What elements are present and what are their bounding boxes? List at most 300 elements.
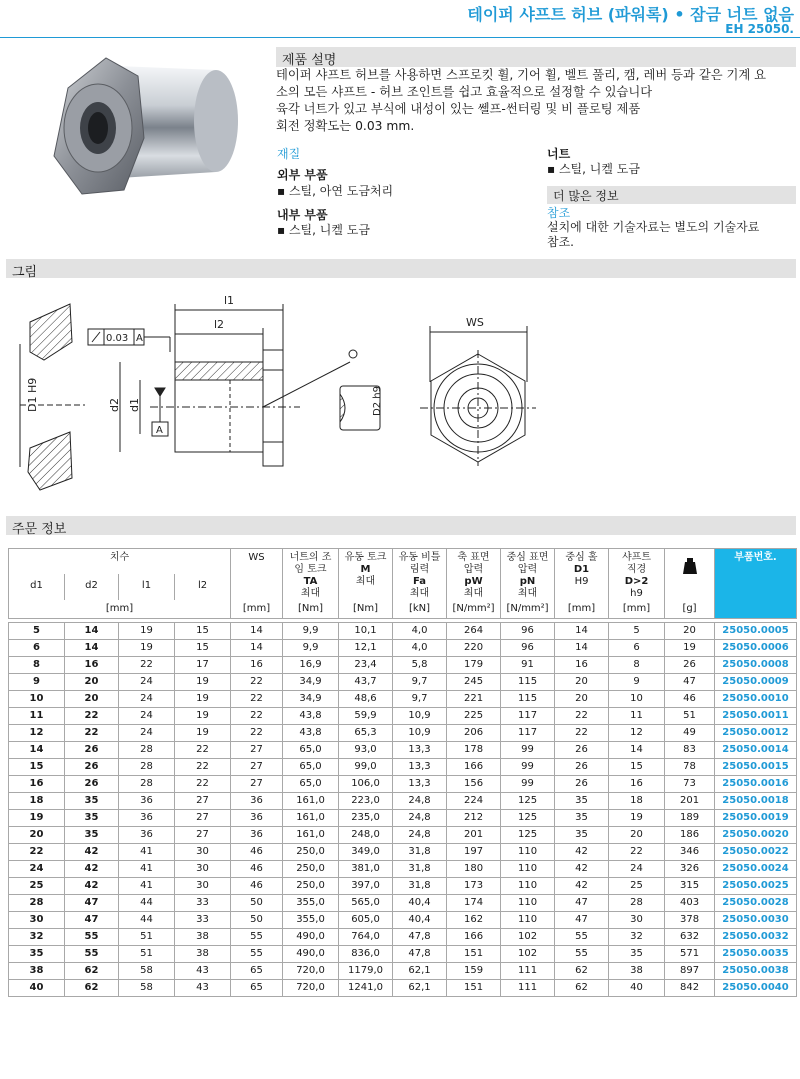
table-cell: 22 (9, 843, 65, 860)
table-cell: 43 (175, 962, 231, 979)
table-cell: 30 (9, 911, 65, 928)
table-cell: 5 (609, 622, 665, 639)
table-cell: 65,0 (283, 758, 339, 775)
l2-label: l2 (214, 318, 225, 331)
part-number-cell[interactable]: 25050.0022 (715, 843, 797, 860)
table-cell: 28 (9, 894, 65, 911)
table-cell: 220 (447, 639, 501, 656)
table-cell: 65 (231, 979, 283, 996)
table-cell: 31,8 (393, 877, 447, 894)
table-cell: 51 (119, 945, 175, 962)
d1-label: d1 (128, 398, 141, 412)
part-number-cell[interactable]: 25050.0009 (715, 673, 797, 690)
table-cell: 24 (609, 860, 665, 877)
description-line: 소의 모든 샤프트 - 허브 조인트를 쉽고 효율적으로 설정할 수 있습니다 (276, 85, 653, 99)
part-number-cell[interactable]: 25050.0035 (715, 945, 797, 962)
table-cell: 22 (119, 656, 175, 673)
part-number-cell[interactable]: 25050.0028 (715, 894, 797, 911)
table-cell: 96 (501, 639, 555, 656)
col-ta (283, 549, 339, 601)
table-cell: 27 (175, 826, 231, 843)
unit-weight: [g] (665, 600, 715, 618)
table-cell: 48,6 (339, 690, 393, 707)
col-shaft-l3: D>2 (624, 576, 649, 587)
col-l1: l1 (119, 574, 175, 601)
col-pn (501, 549, 555, 601)
d1h9-label: D1 H9 (26, 377, 39, 412)
col-m (339, 549, 393, 601)
description-line: 육각 너트가 있고 부식에 내성이 있는 쎌프-썬터링 및 비 플로팅 제품 (276, 102, 641, 116)
table-row (9, 962, 797, 979)
col-pw-l2: 압력 (463, 564, 484, 575)
table-cell: 35 (65, 809, 119, 826)
table-cell: 151 (447, 945, 501, 962)
col-shaft (609, 549, 665, 601)
table-cell: 24 (119, 707, 175, 724)
table-cell: 19 (175, 690, 231, 707)
col-fa-l2: 림력 (409, 564, 430, 575)
col-ws: WS (231, 549, 283, 601)
table-cell: 34,9 (283, 673, 339, 690)
col-bore-l3: H9 (574, 576, 589, 587)
table-cell: 16 (555, 656, 609, 673)
table-cell: 47 (665, 673, 715, 690)
table-cell: 38 (175, 928, 231, 945)
table-cell: 55 (555, 928, 609, 945)
table-cell: 28 (609, 894, 665, 911)
table-cell: 93,0 (339, 741, 393, 758)
table-cell: 22 (555, 724, 609, 741)
table-cell: 22 (231, 707, 283, 724)
table-cell: 842 (665, 979, 715, 996)
table-cell: 40 (609, 979, 665, 996)
table-cell: 206 (447, 724, 501, 741)
nut-label: 너트 (547, 147, 571, 161)
part-number-cell[interactable]: 25050.0038 (715, 962, 797, 979)
table-cell: 34,9 (283, 690, 339, 707)
table-cell: 22 (231, 724, 283, 741)
unit-f: [kN] (393, 600, 447, 618)
table-row (9, 826, 797, 843)
part-number-cell[interactable]: 25050.0006 (715, 639, 797, 656)
table-cell: 720,0 (283, 962, 339, 979)
table-cell: 179 (447, 656, 501, 673)
table-cell: 125 (501, 826, 555, 843)
table-cell: 102 (501, 945, 555, 962)
table-cell: 43,8 (283, 707, 339, 724)
table-cell: 248,0 (339, 826, 393, 843)
table-cell: 47,8 (393, 928, 447, 945)
table-cell: 19 (175, 724, 231, 741)
part-number-cell[interactable]: 25050.0005 (715, 622, 797, 639)
table-cell: 26 (665, 656, 715, 673)
table-cell: 15 (9, 758, 65, 775)
table-cell: 764,0 (339, 928, 393, 945)
col-m-l3: 최대 (355, 576, 376, 587)
table-cell: 13,3 (393, 741, 447, 758)
col-fa (393, 549, 447, 601)
description-heading: 제품 설명 (276, 47, 796, 67)
table-cell: 9 (609, 673, 665, 690)
part-number-cell[interactable]: 25050.0019 (715, 809, 797, 826)
table-cell: 9,7 (393, 690, 447, 707)
table-cell: 166 (447, 928, 501, 945)
col-pw-l3: pW (464, 576, 483, 587)
table-cell: 36 (119, 792, 175, 809)
table-cell: 32 (9, 928, 65, 945)
col-pn-l4: 최대 (517, 588, 538, 599)
table-cell: 110 (501, 911, 555, 928)
col-fa-l4: 최대 (409, 588, 430, 599)
col-pn-l2: 압력 (517, 564, 538, 575)
table-cell: 28 (119, 741, 175, 758)
unit-m: [Nm] (339, 600, 393, 618)
table-cell: 490,0 (283, 928, 339, 945)
table-cell: 27 (231, 758, 283, 775)
col-shaft-l1: 샤프트 (622, 552, 651, 563)
table-cell: 65,0 (283, 775, 339, 792)
drawing-heading: 그림 (6, 259, 796, 278)
part-number-cell[interactable]: 25050.0015 (715, 758, 797, 775)
table-cell: 27 (231, 775, 283, 792)
table-cell: 245 (447, 673, 501, 690)
table-cell: 632 (665, 928, 715, 945)
table-cell: 16 (231, 656, 283, 673)
table-cell: 28 (119, 775, 175, 792)
table-cell: 42 (65, 860, 119, 877)
table-row (9, 775, 797, 792)
part-number-cell[interactable]: 25050.0010 (715, 690, 797, 707)
table-cell: 8 (609, 656, 665, 673)
table-cell: 201 (447, 826, 501, 843)
table-cell: 46 (665, 690, 715, 707)
weight-icon (683, 558, 697, 574)
table-cell: 836,0 (339, 945, 393, 962)
table-cell: 12 (9, 724, 65, 741)
table-cell: 99 (501, 741, 555, 758)
table-cell: 55 (555, 945, 609, 962)
table-cell: 91 (501, 656, 555, 673)
unit-ws: [mm] (231, 600, 283, 618)
col-ta-l2: 임 토크 (294, 564, 327, 575)
table-cell: 6 (609, 639, 665, 656)
part-number-cell[interactable]: 25050.0014 (715, 741, 797, 758)
table-cell: 24 (119, 690, 175, 707)
unit-bore: [mm] (555, 600, 609, 618)
col-shaft-l2: 직경 (626, 564, 647, 575)
table-cell: 35 (9, 945, 65, 962)
table-row (9, 656, 797, 673)
table-cell: 15 (609, 758, 665, 775)
table-cell: 355,0 (283, 894, 339, 911)
col-shaft-l4: h9 (630, 588, 643, 599)
table-cell: 14 (65, 622, 119, 639)
table-row (9, 860, 797, 877)
table-cell: 161,0 (283, 792, 339, 809)
table-cell: 22 (175, 775, 231, 792)
table-cell: 22 (65, 724, 119, 741)
table-cell: 22 (175, 758, 231, 775)
table-cell: 62,1 (393, 979, 447, 996)
table-cell: 96 (501, 622, 555, 639)
table-cell: 36 (231, 792, 283, 809)
col-code: 부품번호. (715, 549, 797, 619)
more-info-heading: 더 많은 정보 (547, 186, 796, 204)
table-row (9, 928, 797, 945)
table-cell: 40,4 (393, 894, 447, 911)
table-cell: 46 (231, 860, 283, 877)
table-cell: 42 (555, 843, 609, 860)
table-cell: 43 (175, 979, 231, 996)
description-line: 테이퍼 샤프트 허브를 사용하면 스프로킷 휠, 기어 휠, 벨트 풀리, 캠, 레버 등과 같은 기계 요 (276, 68, 767, 82)
table-cell: 24 (9, 860, 65, 877)
nut-value: ▪ 스틸, 니켈 도금 (547, 162, 640, 176)
table-cell: 19 (9, 809, 65, 826)
table-cell: 24 (119, 724, 175, 741)
table-cell: 62 (65, 979, 119, 996)
table-cell: 35 (609, 945, 665, 962)
table-cell: 65,3 (339, 724, 393, 741)
table-cell: 38 (175, 945, 231, 962)
table-cell: 25 (609, 877, 665, 894)
table-cell: 15 (175, 639, 231, 656)
table-cell: 174 (447, 894, 501, 911)
table-cell: 224 (447, 792, 501, 809)
table-cell: 24,8 (393, 792, 447, 809)
description-text (276, 67, 796, 135)
table-cell: 46 (231, 877, 283, 894)
table-cell: 125 (501, 792, 555, 809)
table-cell: 59,9 (339, 707, 393, 724)
table-cell: 16 (65, 656, 119, 673)
col-d2: d2 (65, 574, 119, 601)
table-cell: 50 (231, 911, 283, 928)
table-cell: 44 (119, 911, 175, 928)
table-cell: 14 (231, 622, 283, 639)
table-cell: 33 (175, 911, 231, 928)
table-cell: 55 (231, 945, 283, 962)
spec-table-body (9, 618, 797, 996)
col-ta-l1: 너트의 조 (289, 552, 332, 563)
table-cell: 490,0 (283, 945, 339, 962)
table-cell: 110 (501, 860, 555, 877)
table-cell: 20 (65, 690, 119, 707)
table-row (9, 843, 797, 860)
table-cell: 99 (501, 775, 555, 792)
reference-label: 참조 (547, 206, 571, 220)
table-cell: 19 (609, 809, 665, 826)
table-cell: 62 (555, 979, 609, 996)
col-m-l1: 유동 토크 (344, 552, 387, 563)
table-cell: 197 (447, 843, 501, 860)
table-cell: 223,0 (339, 792, 393, 809)
table-row (9, 724, 797, 741)
table-cell: 14 (65, 639, 119, 656)
ws-label: WS (466, 316, 484, 329)
table-cell: 83 (665, 741, 715, 758)
table-cell: 212 (447, 809, 501, 826)
table-row (9, 945, 797, 962)
table-cell: 110 (501, 877, 555, 894)
table-cell: 16 (9, 775, 65, 792)
col-bore (555, 549, 609, 601)
table-cell: 10,9 (393, 724, 447, 741)
table-cell: 31,8 (393, 843, 447, 860)
table-cell: 15 (175, 622, 231, 639)
part-number-cell[interactable]: 25050.0024 (715, 860, 797, 877)
table-cell: 41 (119, 843, 175, 860)
page-title: 테이퍼 샤프트 허브 (파워록) • 잠금 너트 없음 (467, 5, 794, 24)
table-row (9, 911, 797, 928)
table-cell: 11 (609, 707, 665, 724)
table-cell: 173 (447, 877, 501, 894)
product-photo (20, 48, 260, 208)
d2-label: d2 (108, 398, 121, 412)
part-number-cell[interactable]: 25050.0025 (715, 877, 797, 894)
table-cell: 18 (9, 792, 65, 809)
table-cell: 51 (119, 928, 175, 945)
table-cell: 35 (65, 792, 119, 809)
table-cell: 24,8 (393, 809, 447, 826)
table-cell: 20 (65, 673, 119, 690)
table-cell: 42 (555, 877, 609, 894)
table-cell: 42 (65, 877, 119, 894)
table-cell: 40,4 (393, 911, 447, 928)
dims-group-header: 치수 (9, 549, 231, 574)
table-cell: 19 (665, 639, 715, 656)
part-number-cell[interactable]: 25050.0040 (715, 979, 797, 996)
table-row (9, 758, 797, 775)
unit-dims: [mm] (9, 600, 231, 618)
table-cell: 26 (65, 741, 119, 758)
part-number-cell[interactable]: 25050.0018 (715, 792, 797, 809)
table-cell: 117 (501, 707, 555, 724)
table-cell: 117 (501, 724, 555, 741)
table-cell: 180 (447, 860, 501, 877)
inner-part-value: ▪ 스틸, 니켈 도금 (277, 223, 370, 237)
material-heading: 재질 (277, 147, 301, 161)
table-cell: 20 (555, 673, 609, 690)
part-number-cell[interactable]: 25050.0011 (715, 707, 797, 724)
table-cell: 26 (555, 741, 609, 758)
table-cell: 47 (555, 911, 609, 928)
table-cell: 250,0 (283, 860, 339, 877)
table-cell: 30 (609, 911, 665, 928)
tolerance-value: 0.03 (106, 333, 129, 344)
table-cell: 110 (501, 894, 555, 911)
table-cell: 38 (9, 962, 65, 979)
table-cell: 16 (609, 775, 665, 792)
col-ta-l4: 최대 (300, 588, 321, 599)
table-cell: 4,0 (393, 639, 447, 656)
table-cell: 42 (65, 843, 119, 860)
table-cell: 161,0 (283, 809, 339, 826)
table-cell: 19 (119, 639, 175, 656)
description-line: 회전 정확도는 0.03 mm. (276, 119, 415, 133)
part-number-cell[interactable]: 25050.0012 (715, 724, 797, 741)
table-cell: 161,0 (283, 826, 339, 843)
table-cell: 9,9 (283, 622, 339, 639)
table-cell: 1179,0 (339, 962, 393, 979)
table-row (9, 707, 797, 724)
table-cell: 178 (447, 741, 501, 758)
table-cell: 605,0 (339, 911, 393, 928)
part-number-cell[interactable]: 25050.0032 (715, 928, 797, 945)
col-bore-l2: D1 (573, 564, 590, 575)
table-row (9, 792, 797, 809)
table-cell: 22 (175, 741, 231, 758)
table-cell: 58 (119, 962, 175, 979)
table-cell: 47 (65, 911, 119, 928)
table-cell: 35 (65, 826, 119, 843)
table-cell: 403 (665, 894, 715, 911)
table-cell: 23,4 (339, 656, 393, 673)
table-cell: 30 (175, 860, 231, 877)
part-number-cell[interactable]: 25050.0008 (715, 656, 797, 673)
table-cell: 44 (119, 894, 175, 911)
part-number-cell[interactable]: 25050.0016 (715, 775, 797, 792)
table-cell: 9 (9, 673, 65, 690)
table-cell: 6 (9, 639, 65, 656)
table-cell: 24,8 (393, 826, 447, 843)
table-cell: 19 (175, 707, 231, 724)
table-cell: 346 (665, 843, 715, 860)
table-cell: 78 (665, 758, 715, 775)
product-code: EH 25050. (725, 22, 794, 36)
col-fa-l1: 유동 비틀 (398, 552, 441, 563)
table-cell: 62,1 (393, 962, 447, 979)
table-cell: 12,1 (339, 639, 393, 656)
table-cell: 35 (555, 826, 609, 843)
reference-text: 설치에 대한 기술자료는 별도의 기술자료 (547, 220, 760, 234)
table-cell: 571 (665, 945, 715, 962)
table-cell: 110 (501, 843, 555, 860)
table-cell: 106,0 (339, 775, 393, 792)
table-cell: 62 (555, 962, 609, 979)
table-cell: 55 (65, 928, 119, 945)
table-cell: 115 (501, 673, 555, 690)
d2h9-label: D2 h9 (372, 386, 383, 416)
table-cell: 26 (555, 758, 609, 775)
table-cell: 326 (665, 860, 715, 877)
part-number-cell[interactable]: 25050.0020 (715, 826, 797, 843)
table-cell: 35 (555, 809, 609, 826)
table-cell: 41 (119, 877, 175, 894)
table-cell: 13,3 (393, 758, 447, 775)
table-cell: 22 (231, 690, 283, 707)
table-cell: 27 (175, 792, 231, 809)
table-cell: 11 (9, 707, 65, 724)
col-pw (447, 549, 501, 601)
table-cell: 115 (501, 690, 555, 707)
table-cell: 47,8 (393, 945, 447, 962)
table-row (9, 673, 797, 690)
table-cell: 10 (609, 690, 665, 707)
table-cell: 9,7 (393, 673, 447, 690)
table-cell: 159 (447, 962, 501, 979)
table-cell: 99 (501, 758, 555, 775)
col-fa-l3: Fa (413, 576, 427, 587)
part-number-cell[interactable]: 25050.0030 (715, 911, 797, 928)
outer-part-label: 외부 부품 (277, 168, 328, 182)
table-cell: 35 (555, 792, 609, 809)
table-cell: 41 (119, 860, 175, 877)
table-cell: 5 (9, 622, 65, 639)
table-cell: 62 (65, 962, 119, 979)
table-cell: 355,0 (283, 911, 339, 928)
table-cell: 565,0 (339, 894, 393, 911)
table-cell: 250,0 (283, 877, 339, 894)
